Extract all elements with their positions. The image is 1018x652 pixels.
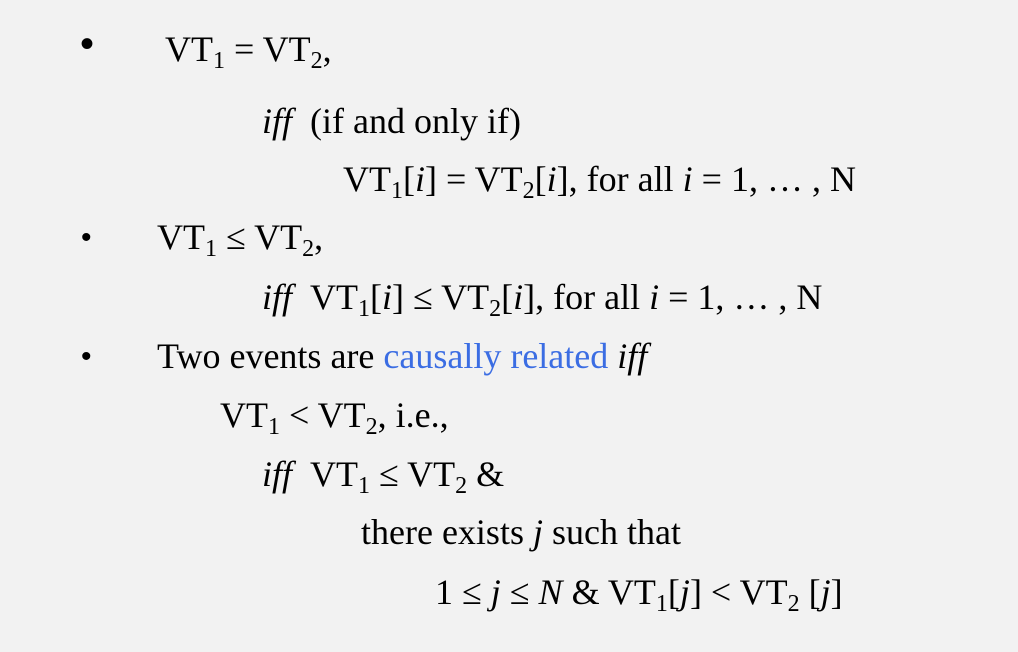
bullet-2: • (81, 221, 92, 254)
vt-equal-statement: $VT_1 = VT_2$, (165, 29, 332, 74)
iff-definition-line: iff (if and only if) (262, 101, 521, 141)
causally-related-highlight: causally related (383, 336, 609, 376)
vt-lt-condition: iff $VT_1 \le VT_2$ & (262, 454, 505, 499)
final-condition: 1 ≤ j ≤ N & $VT_1[j] < VT_2$ [j] (435, 572, 843, 617)
vt-leq-statement: $VT_1 \le VT_2$, (157, 217, 324, 262)
vt-lt-statement: $VT_1 < VT_2$, i.e., (220, 395, 449, 440)
bullet-3: • (81, 340, 92, 373)
exists-line: there exists j such that (361, 512, 681, 552)
vt-leq-condition: iff $VT_1[i] \le VT_2[i]$, for all i = 1, … , N (262, 277, 823, 322)
bullet-1: • (80, 22, 95, 66)
vt-equal-condition: $VT_1[i] = VT_2[i]$, for all i = 1, … , N (343, 159, 856, 204)
causal-statement: Two events are causally related iff (157, 336, 648, 376)
